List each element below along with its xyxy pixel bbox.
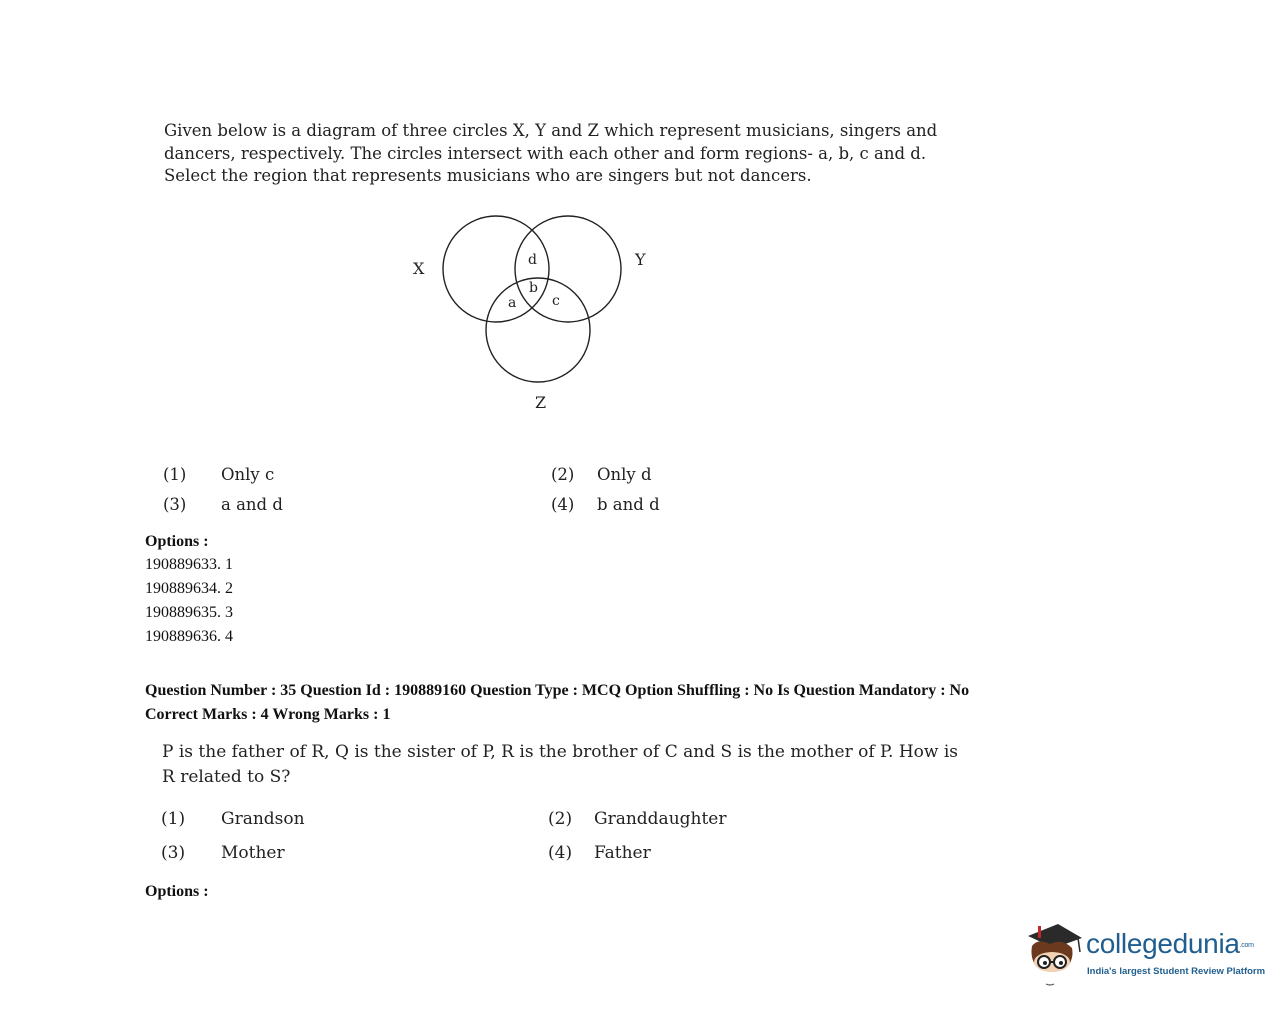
region-c: c (552, 293, 560, 309)
choice-text: b and d (597, 495, 660, 514)
choice-number: (1) (163, 465, 187, 484)
q1-choice-4 (551, 495, 660, 514)
q1-choice-3 (163, 495, 283, 514)
question-1-line: dancers, respectively. The circles intersect with each other and form regions- a, b, c and d. (164, 143, 927, 163)
region-d: d (528, 252, 537, 268)
choice-text: Only d (597, 465, 652, 484)
choice-number: (2) (548, 809, 573, 829)
q2-choice-1 (161, 809, 305, 829)
q2-meta-line-2: Correct Marks : 4 Wrong Marks : 1 (145, 706, 391, 723)
logo-suffix: .com (1239, 942, 1254, 950)
q2-choice-4 (548, 843, 651, 863)
choice-text: Grandson (221, 809, 305, 829)
q2-choice-2 (548, 809, 727, 829)
q1-options-block (145, 533, 233, 646)
choice-number: (2) (551, 465, 575, 484)
region-a: a (508, 295, 517, 311)
q2-choice-3 (161, 843, 285, 863)
choice-number: (1) (161, 809, 186, 829)
q1-choice-1 (163, 465, 274, 484)
question-1-text (164, 120, 964, 188)
options-label: Options : (145, 533, 209, 550)
circle-x (443, 216, 549, 322)
choice-text: a and d (221, 495, 283, 514)
label-z: Z (535, 393, 547, 412)
question-2-line: P is the father of R, Q is the sister of P, R is the brother of C and S is the mother of P. How is (162, 742, 959, 762)
option-id: 190889635. 3 (145, 604, 233, 621)
choice-number: (3) (163, 495, 187, 514)
q2-options-label: Options : (145, 883, 209, 900)
choice-text: Father (594, 843, 651, 863)
circle-y (515, 216, 621, 322)
q1-choice-2 (551, 465, 652, 484)
question-1-line: Given below is a diagram of three circles X, Y and Z which represent musicians, singers and (164, 121, 938, 140)
logo-tagline: India's largest Student Review Platform (1087, 966, 1266, 977)
choice-number: (4) (548, 843, 573, 863)
q2-meta-line-1: Question Number : 35 Question Id : 190889160 Question Type : MCQ Option Shuffling : No Is Question Mandatory : No (145, 682, 970, 699)
logo-wordmark (1086, 928, 1254, 960)
choice-text: Granddaughter (594, 809, 727, 829)
venn-diagram (380, 200, 680, 430)
option-id: 190889634. 2 (145, 580, 233, 597)
circle-z (486, 278, 590, 382)
option-id: 190889636. 4 (145, 628, 233, 645)
question-1-line: Select the region that represents musicians who are singers but not dancers. (164, 166, 812, 185)
choice-text: Mother (221, 843, 285, 863)
question-2-line: R related to S? (162, 767, 291, 787)
question-2-text (162, 740, 962, 790)
region-b: b (529, 280, 538, 296)
choice-number: (4) (551, 495, 575, 514)
label-y: Y (635, 250, 646, 269)
choice-text: Only c (221, 465, 275, 484)
label-x: X (413, 259, 425, 278)
logo-name: collegedunia (1086, 928, 1240, 959)
option-id: 190889633. 1 (145, 556, 233, 573)
choice-number: (3) (161, 843, 186, 863)
